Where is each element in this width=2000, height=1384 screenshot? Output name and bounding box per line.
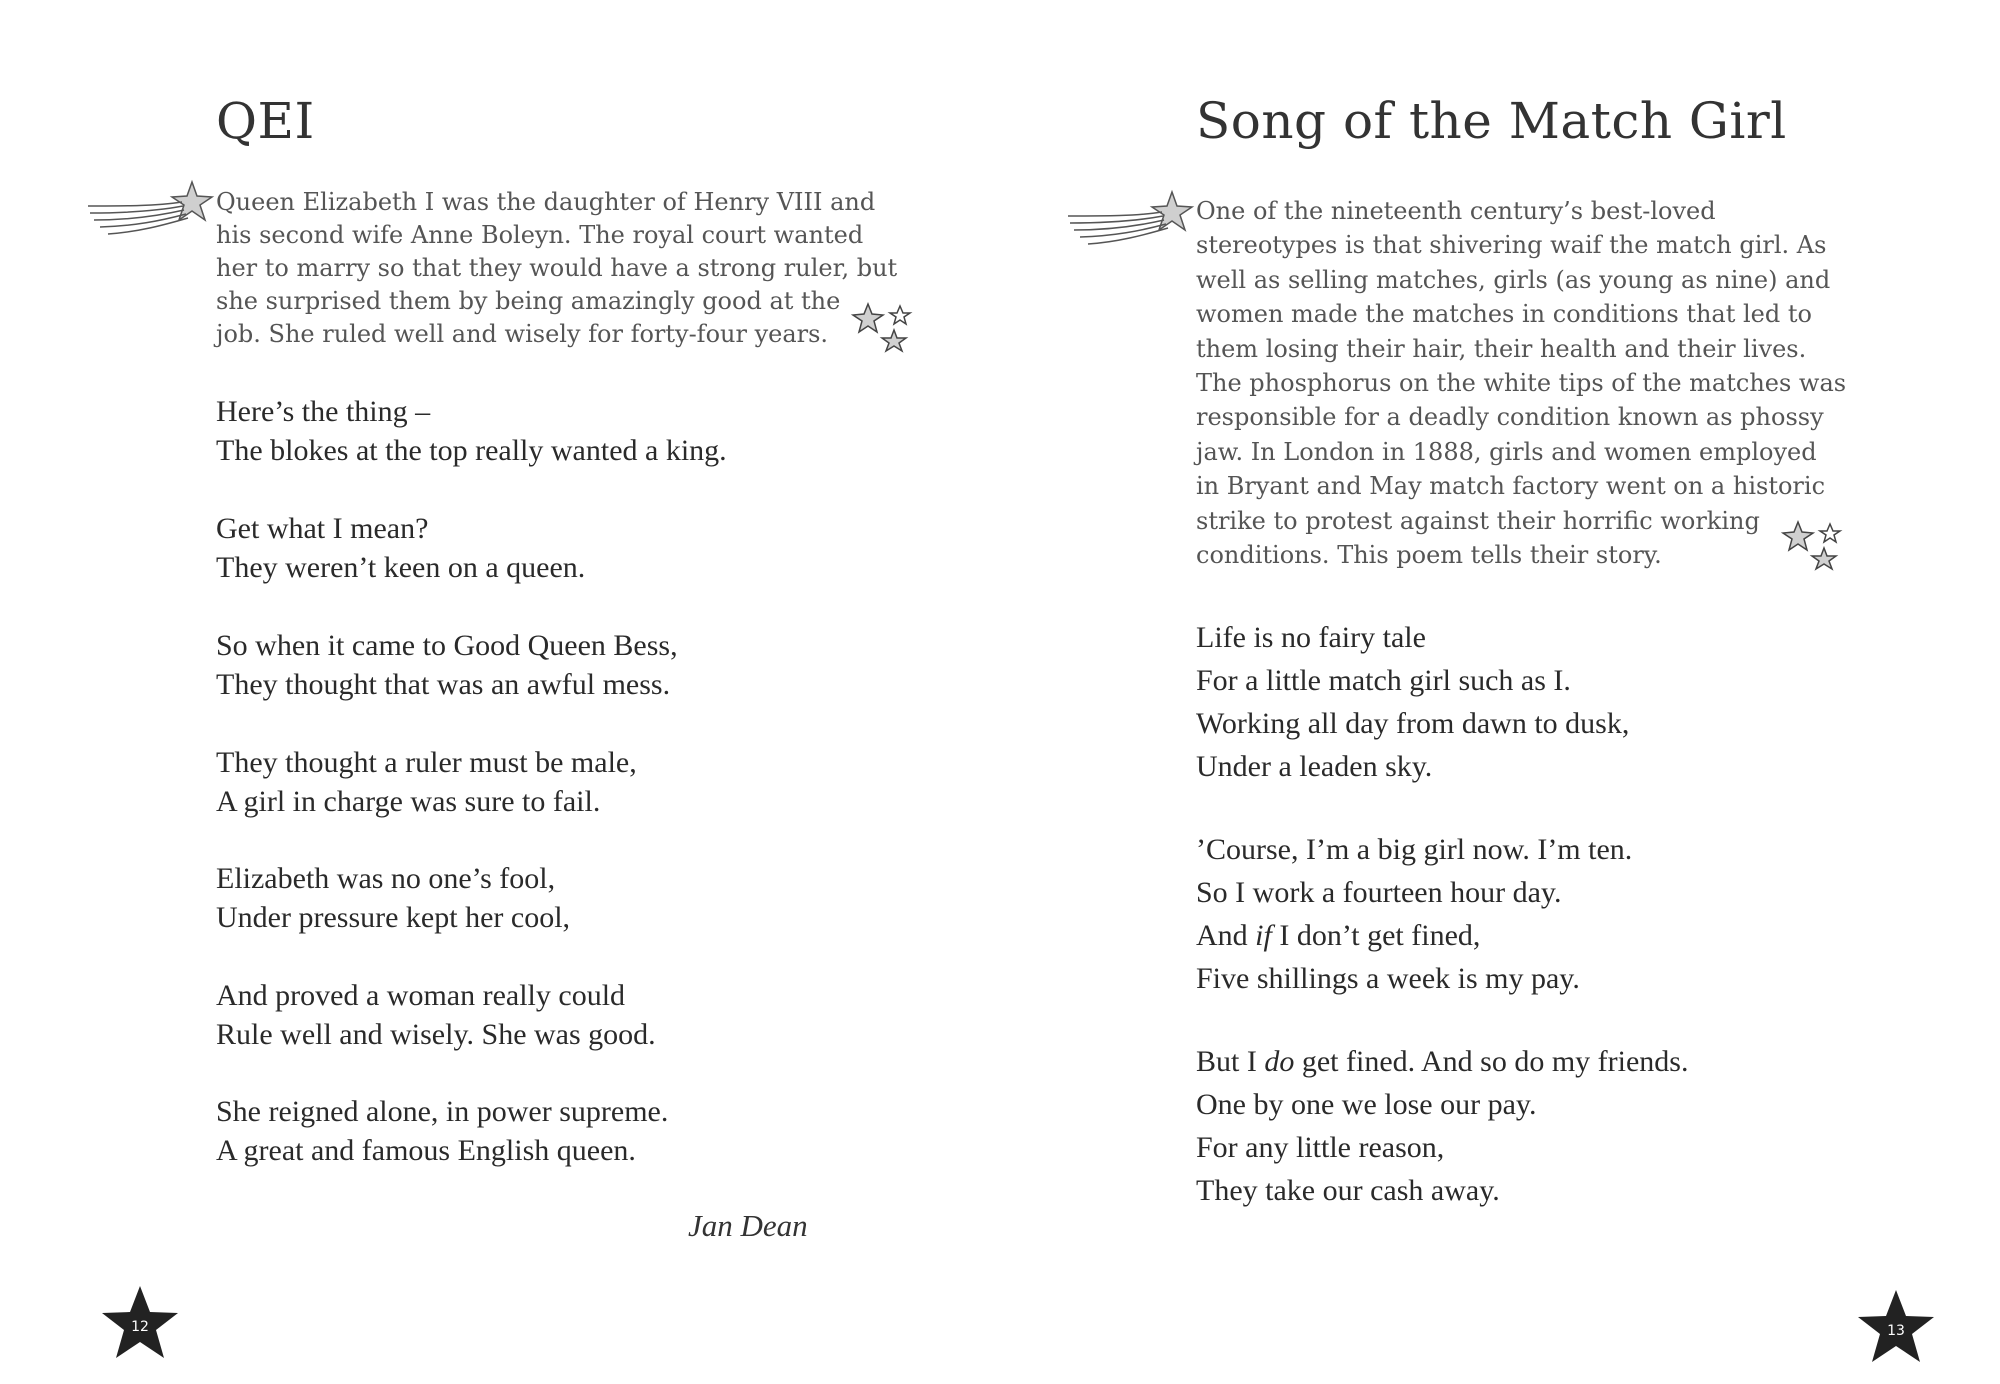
poem-line: So I work a fourteen hour day. (1196, 876, 1562, 909)
page-number-badge (1856, 1288, 1936, 1368)
intro-text: One of the nineteenth century’s best-loved stereotypes is that shivering waif the match girl. As well as selling matches, girls (as young as nine) and women made the matches in conditions that led to them losing their hair, their health and their lives. The phosphorus on the white tips of the matches was responsible for a deadly condition known as phossy jaw. In London in 1888, girls and women employed in Bryant and May match factory went on a historic strike to protest against their horrific working conditions. This poem tells their story. (1196, 197, 1847, 570)
stanza (216, 976, 656, 1054)
poem-line: Working all day from dawn to dusk, (1196, 707, 1630, 740)
line-text: But I (1196, 1045, 1265, 1078)
line-text: get fined. And so do my friends. (1294, 1045, 1689, 1078)
page-title: QEI (216, 92, 315, 150)
poem-line: She reigned alone, in power supreme. (216, 1095, 669, 1128)
page-number-badge (100, 1284, 180, 1364)
stanza (1196, 616, 1629, 788)
poem-line: They thought that was an awful mess. (216, 668, 671, 701)
shooting-star-icon (86, 176, 216, 240)
poem-author: Jan Dean (688, 1208, 808, 1243)
poem-line: And proved a woman really could (216, 979, 626, 1012)
poem-line: Life is no fairy tale (1196, 621, 1426, 654)
small-stars-icon (1780, 518, 1850, 576)
stanza (216, 626, 678, 704)
emphasis: if (1255, 919, 1272, 952)
poem-line: A great and famous English queen. (216, 1134, 636, 1167)
stanza (216, 743, 637, 821)
poem-line: Elizabeth was no one’s fool, (216, 862, 556, 895)
poem-line: A girl in charge was sure to fail. (216, 785, 601, 818)
stanza (1196, 828, 1632, 1000)
small-stars-icon (850, 300, 920, 358)
poem-line (1196, 914, 1632, 957)
stanza (216, 392, 727, 470)
poem-line: ’Course, I’m a big girl now. I’m ten. (1196, 833, 1633, 866)
poem-line: For any little reason, (1196, 1131, 1445, 1164)
poem-line: The blokes at the top really wanted a king. (216, 434, 727, 467)
line-text: I don’t get fined, (1271, 919, 1481, 952)
stanza (216, 1092, 668, 1170)
poem-line: Get what I mean? (216, 512, 429, 545)
stanza (216, 859, 570, 937)
poem-line: Rule well and wisely. She was good. (216, 1018, 656, 1051)
poem-line: So when it came to Good Queen Bess, (216, 629, 678, 662)
poem-line: Under a leaden sky. (1196, 750, 1433, 783)
poem-line: They thought a ruler must be male, (216, 746, 637, 779)
poem-line: Five shillings a week is my pay. (1196, 962, 1580, 995)
page-number: 13 (1887, 1323, 1905, 1339)
stanza (216, 509, 585, 587)
poem-line (1196, 1040, 1688, 1083)
emphasis: do (1264, 1045, 1295, 1078)
poem-line: For a little match girl such as I. (1196, 664, 1571, 697)
page-title: Song of the Match Girl (1196, 92, 1787, 150)
page-number: 12 (131, 1319, 149, 1335)
shooting-star-icon (1066, 186, 1196, 250)
intro-text: Queen Elizabeth I was the daughter of Henry VIII and his second wife Anne Boleyn. The royal court wanted her to marry so that they would have a strong ruler, but she surprised them by being amazingly good at the job. She ruled well and wisely for forty-four years. (216, 188, 898, 348)
poem-line: Under pressure kept her cool, (216, 901, 571, 934)
poem-line: One by one we lose our pay. (1196, 1088, 1537, 1121)
poem-line: Here’s the thing – (216, 395, 431, 428)
line-text: And (1196, 919, 1256, 952)
stanza (1196, 1040, 1688, 1212)
poem-line: They weren’t keen on a queen. (216, 551, 586, 584)
right-page (1000, 0, 2000, 1384)
poem-line: They take our cash away. (1196, 1174, 1500, 1207)
